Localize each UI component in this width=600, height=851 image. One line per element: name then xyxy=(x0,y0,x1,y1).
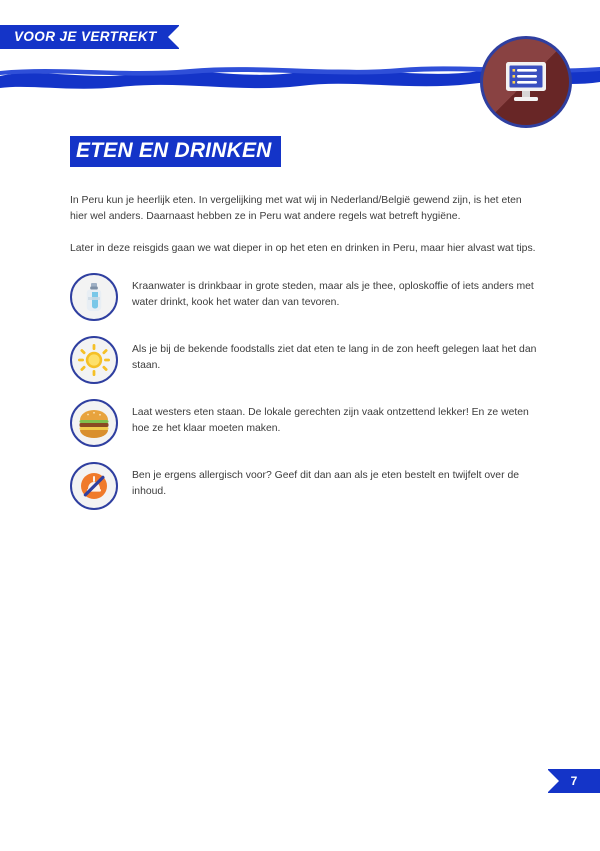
page-title: ETEN EN DRINKEN xyxy=(70,136,281,167)
water-bottle-icon xyxy=(70,273,118,321)
tip-text: Ben je ergens allergisch voor? Geef dit dan aan als je eten bestelt en twijfelt over de inhoud. xyxy=(132,470,519,498)
page-number: 7 xyxy=(570,774,578,788)
page-header xyxy=(0,0,600,120)
tips-list xyxy=(70,273,546,510)
intro-paragraph-1: In Peru kun je heerlijk eten. In vergelijking met wat wij in Nederland/België gewend zijn, is het eten hier wel anders. Daarnaast hebben ze in Peru wat andere regels wat betreft hygiëne. xyxy=(70,195,522,223)
header-badge xyxy=(480,36,572,128)
list-item xyxy=(70,273,546,321)
section-tag xyxy=(0,25,179,49)
hamburger-icon xyxy=(70,399,118,447)
list-item xyxy=(70,399,546,447)
tip-text: Laat westers eten staan. De lokale gerechten zijn vaak ontzettend lekker! En ze weten hoe ze het klaar moeten maken. xyxy=(132,407,529,435)
intro-paragraph-2: Later in deze reisgids gaan we wat dieper in op het eten en drinken in Peru, maar hier alvast wat tips. xyxy=(70,243,536,255)
list-item xyxy=(70,462,546,510)
section-tag-label: VOOR JE VERTREKT xyxy=(14,29,157,45)
page-content xyxy=(70,136,546,525)
monitor-checklist-icon xyxy=(501,60,551,104)
page-number-tab xyxy=(548,769,600,793)
list-item xyxy=(70,336,546,384)
no-allergy-icon xyxy=(70,462,118,510)
tip-text: Kraanwater is drinkbaar in grote steden, maar als je thee, oploskoffie of iets anders met water drinkt, kook het water dan van tevoren. xyxy=(132,281,534,309)
sun-icon xyxy=(70,336,118,384)
tip-text: Als je bij de bekende foodstalls ziet dat eten te lang in de zon heeft gelegen laat het dan staan. xyxy=(132,344,537,372)
